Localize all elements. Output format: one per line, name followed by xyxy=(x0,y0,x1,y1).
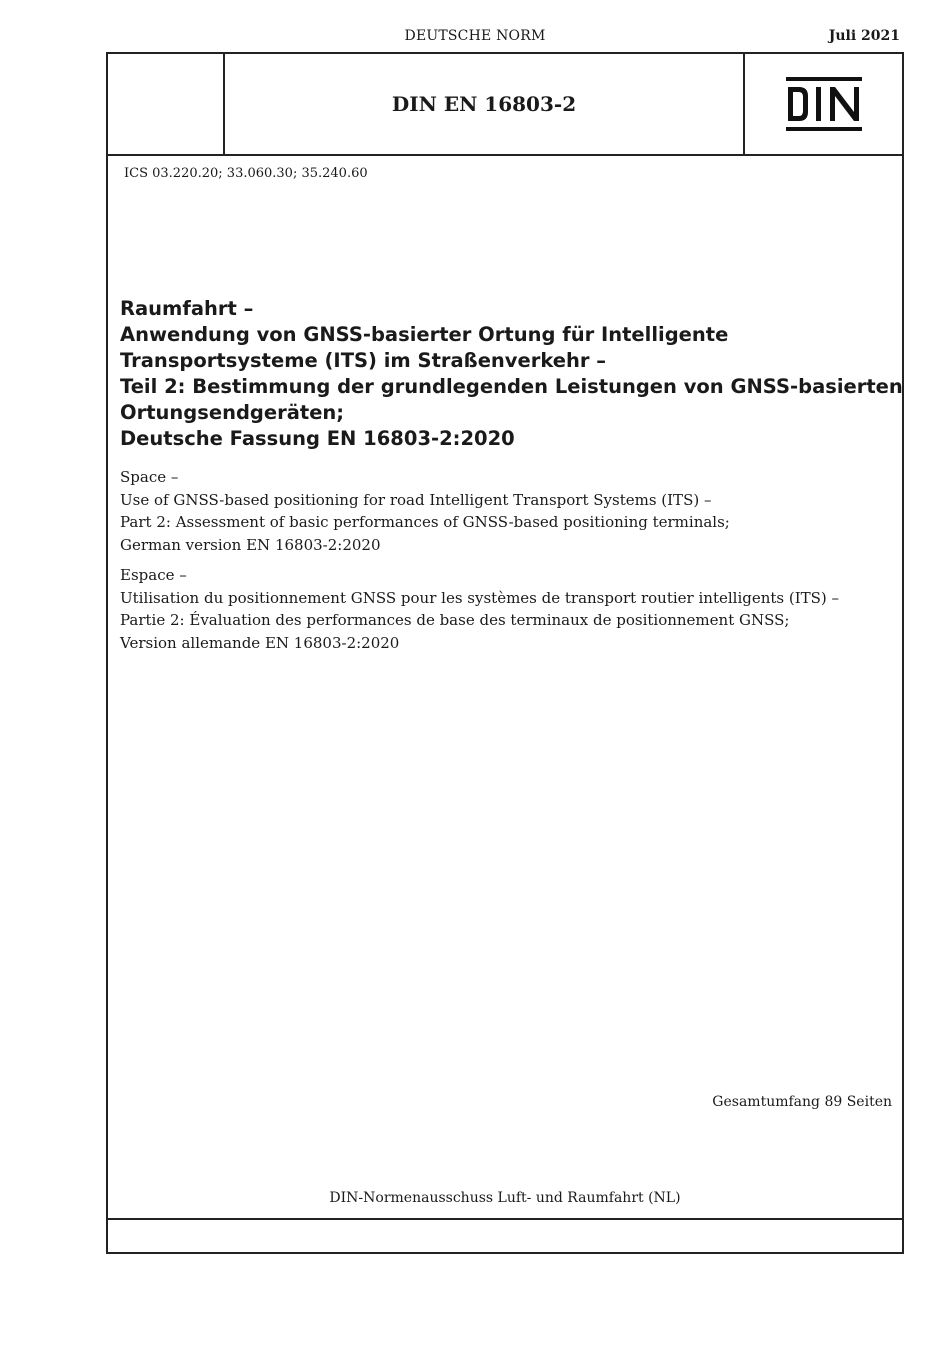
bottom-divider xyxy=(108,1218,902,1220)
title-en-line: German version EN 16803-2:2020 xyxy=(120,535,381,554)
title-german xyxy=(120,296,903,452)
title-de-line: Transportsysteme (ITS) im Straßenverkehr – xyxy=(120,349,607,372)
title-de-line: Raumfahrt – xyxy=(120,297,254,320)
din-logo xyxy=(785,76,863,132)
title-en-line: Part 2: Assessment of basic performances of GNSS-based positioning terminals; xyxy=(120,513,730,531)
header-row xyxy=(108,54,902,156)
title-english xyxy=(120,466,895,556)
title-fr-line: Version allemande EN 16803-2:2020 xyxy=(120,633,400,652)
title-french xyxy=(120,564,898,654)
title-en-line: Use of GNSS-based positioning for road Intelligent Transport Systems (ITS) – xyxy=(120,490,712,509)
header-number-cell xyxy=(225,54,745,154)
ics-codes: ICS 03.220.20; 33.060.30; 35.240.60 xyxy=(124,166,368,181)
header-logo-cell xyxy=(745,54,902,154)
document-number: DIN EN 16803-2 xyxy=(391,92,577,116)
header-empty-cell xyxy=(108,54,225,154)
committee-name: DIN-Normenausschuss Luft- und Raumfahrt (NL) xyxy=(329,1190,681,1206)
publication-date: Juli 2021 xyxy=(828,28,900,44)
title-en-line: Space – xyxy=(120,468,179,486)
title-de-line: Anwendung von GNSS-basierter Ortung für Intelligente xyxy=(120,323,729,346)
page-count: Gesamtumfang 89 Seiten xyxy=(712,1094,892,1110)
cover-frame xyxy=(106,52,904,1254)
title-fr-line: Partie 2: Évaluation des performances de base des terminaux de positionnement GNSS; xyxy=(120,611,790,629)
title-de-line: Teil 2: Bestimmung der grundlegenden Leistungen von GNSS-basierten xyxy=(120,375,903,398)
title-de-line: Deutsche Fassung EN 16803-2:2020 xyxy=(120,427,515,450)
title-de-line: Ortungsendgeräten; xyxy=(120,401,345,424)
document-type-label: DEUTSCHE NORM xyxy=(404,28,546,44)
title-fr-line: Utilisation du positionnement GNSS pour les systèmes de transport routier intelligents (ITS) – xyxy=(120,588,840,607)
title-fr-line: Espace – xyxy=(120,566,187,584)
